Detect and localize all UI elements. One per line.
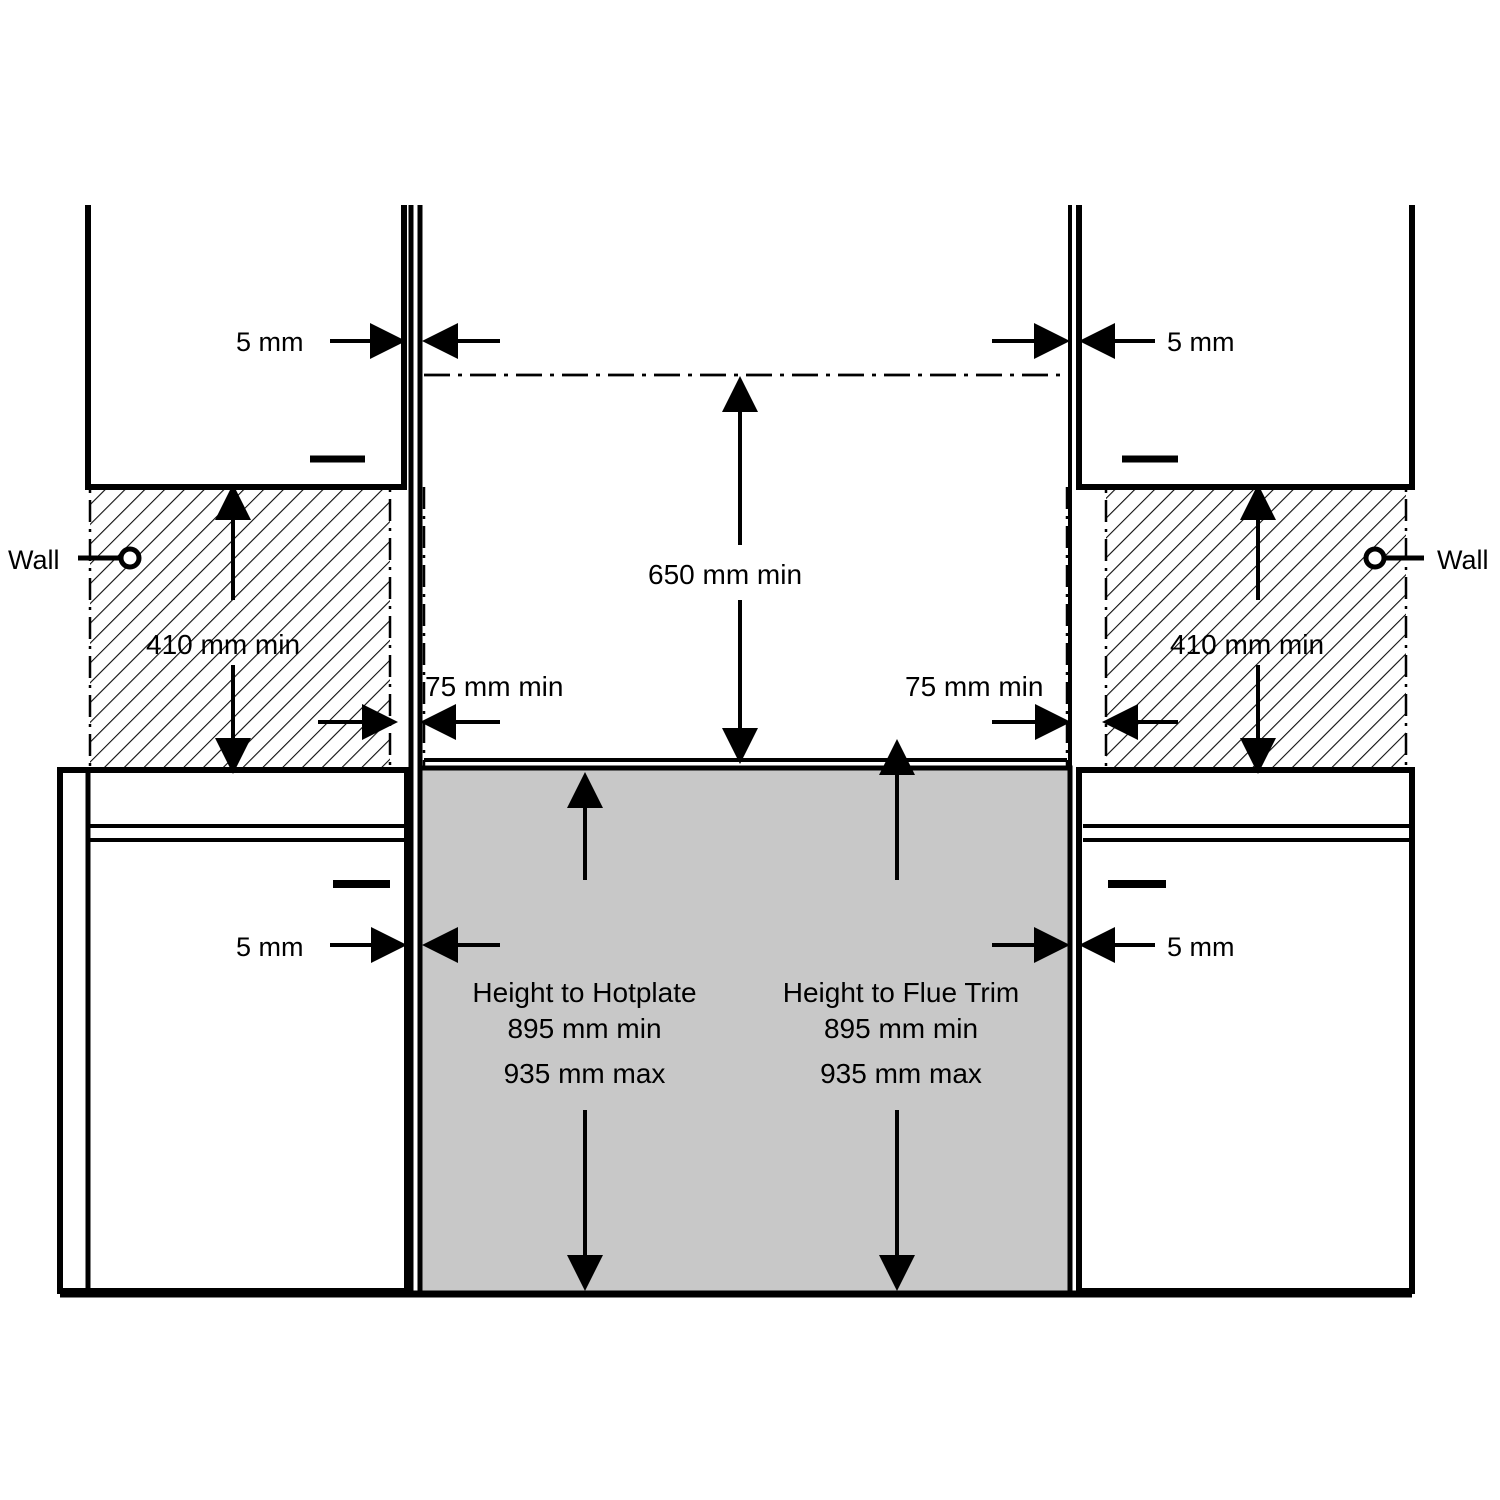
hotplate-height-max: 935 mm max — [503, 1058, 666, 1089]
left-base-cabinet — [60, 770, 407, 1291]
gap-label-bottom-left: 5 mm — [236, 932, 304, 962]
hotplate-height-min: 895 mm min — [507, 1013, 662, 1044]
gap-label-top-left: 5 mm — [236, 327, 304, 357]
gap-label-bottom-right: 5 mm — [1167, 932, 1235, 962]
side-clearance-label-left: 75 mm min — [425, 671, 564, 702]
overhead-clearance-label: 650 mm min — [648, 559, 803, 590]
right-base-cabinet — [1079, 770, 1412, 1291]
flue-trim-height-max: 935 mm max — [820, 1058, 982, 1089]
flue-trim-height-title: Height to Flue Trim — [782, 977, 1020, 1008]
wall-protection-label-right: 410 mm min — [1170, 629, 1325, 660]
right-upper-cabinet — [1079, 205, 1412, 487]
wall-label-right: Wall — [1437, 545, 1489, 575]
wall-protection-label-left: 410 mm min — [146, 629, 301, 660]
hotplate-height-title: Height to Hotplate — [472, 977, 697, 1008]
side-clearance-label-right: 75 mm min — [905, 671, 1044, 702]
gap-label-top-right: 5 mm — [1167, 327, 1235, 357]
wall-label-left: Wall — [8, 545, 60, 575]
flue-trim-height-min: 895 mm min — [823, 1013, 979, 1044]
